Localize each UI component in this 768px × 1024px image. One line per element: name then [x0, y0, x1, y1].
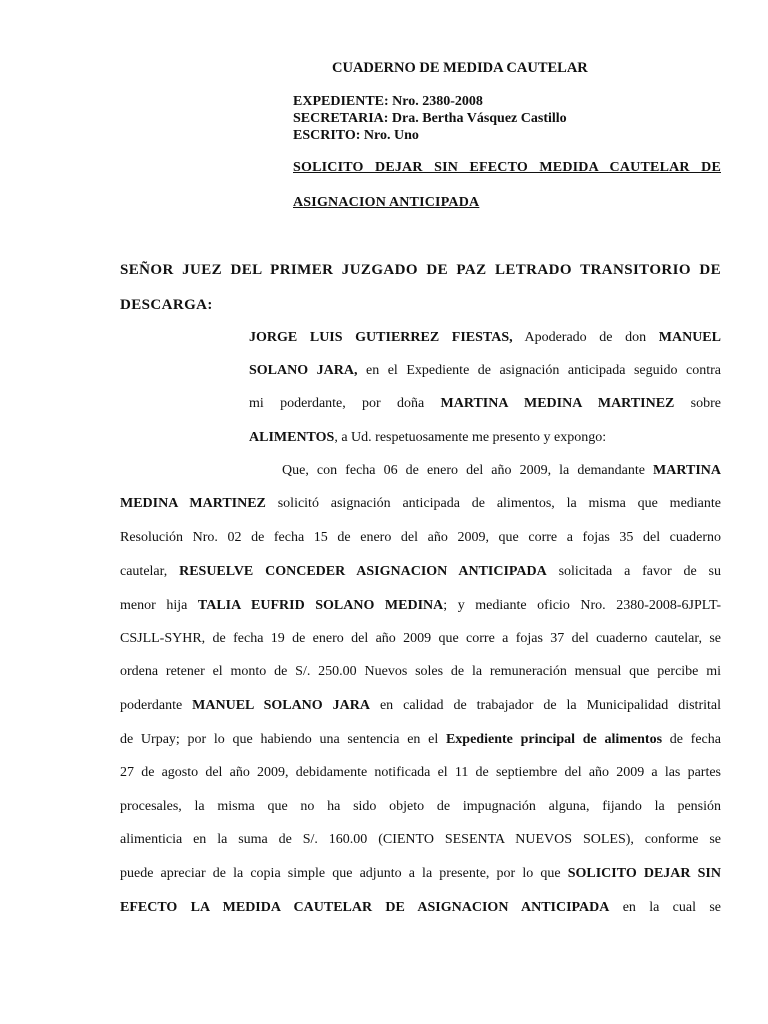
body-line9: de Urpay; por lo que habiendo una sentencia en el Expediente principal de alimentos de fecha — [120, 732, 721, 747]
body-line14: EFECTO LA MEDIDA CAUTELAR DE ASIGNACION ANTICIPADA en la cual se — [120, 900, 721, 915]
solicito-heading-line2: ASIGNACION ANTICIPADA — [293, 195, 480, 210]
address-line1: SEÑOR JUEZ DEL PRIMER JUZGADO DE PAZ LETRADO TRANSITORIO DE — [120, 262, 721, 278]
secretaria-line: SECRETARIA: Dra. Bertha Vásquez Castillo — [293, 111, 567, 126]
body-line13: puede apreciar de la copia simple que adjunto a la presente, por lo que SOLICITO DEJAR SIN — [120, 866, 721, 881]
body-line5: menor hija TALIA EUFRID SOLANO MEDINA; y mediante oficio Nro. 2380-2008-6JPLT- — [120, 598, 721, 613]
intro-line4: ALIMENTOS, a Ud. respetuosamente me presento y expongo: — [249, 430, 607, 445]
body-line6: CSJLL-SYHR, de fecha 19 de enero del año 2009 que corre a fojas 37 del cuaderno cautelar, se — [120, 631, 721, 646]
body-line3: Resolución Nro. 02 de fecha 15 de enero del año 2009, que corre a fojas 35 del cuaderno — [120, 530, 721, 545]
document-title: CUADERNO DE MEDIDA CAUTELAR — [332, 60, 588, 76]
body-line11: procesales, la misma que no ha sido objeto de impugnación alguna, fijando la pensión — [120, 799, 721, 814]
body-line1: Que, con fecha 06 de enero del año 2009, la demandante MARTINA — [282, 463, 721, 478]
expediente-line: EXPEDIENTE: Nro. 2380-2008 — [293, 94, 483, 109]
escrito-line: ESCRITO: Nro. Uno — [293, 128, 419, 143]
address-line2: DESCARGA: — [120, 297, 213, 313]
intro-line2: SOLANO JARA, en el Expediente de asignación anticipada seguido contra — [249, 363, 721, 378]
body-line4: cautelar, RESUELVE CONCEDER ASIGNACION ANTICIPADA solicitada a favor de su — [120, 564, 721, 579]
body-line7: ordena retener el monto de S/. 250.00 Nuevos soles de la remuneración mensual que percibe mi — [120, 664, 721, 679]
body-line8: poderdante MANUEL SOLANO JARA en calidad de trabajador de la Municipalidad distrital — [120, 698, 721, 713]
body-line2: MEDINA MARTINEZ solicitó asignación anticipada de alimentos, la misma que mediante — [120, 496, 721, 511]
body-line10: 27 de agosto del año 2009, debidamente notificada el 11 de septiembre del año 2009 a las partes — [120, 765, 721, 780]
solicito-heading-line1: SOLICITO DEJAR SIN EFECTO MEDIDA CAUTELAR DE — [293, 160, 721, 175]
intro-line3: mi poderdante, por doña MARTINA MEDINA MARTINEZ sobre — [249, 396, 721, 411]
body-line12: alimenticia en la suma de S/. 160.00 (CIENTO SESENTA NUEVOS SOLES), conforme se — [120, 832, 721, 847]
intro-line1: JORGE LUIS GUTIERREZ FIESTAS, Apoderado de don MANUEL — [249, 330, 721, 345]
